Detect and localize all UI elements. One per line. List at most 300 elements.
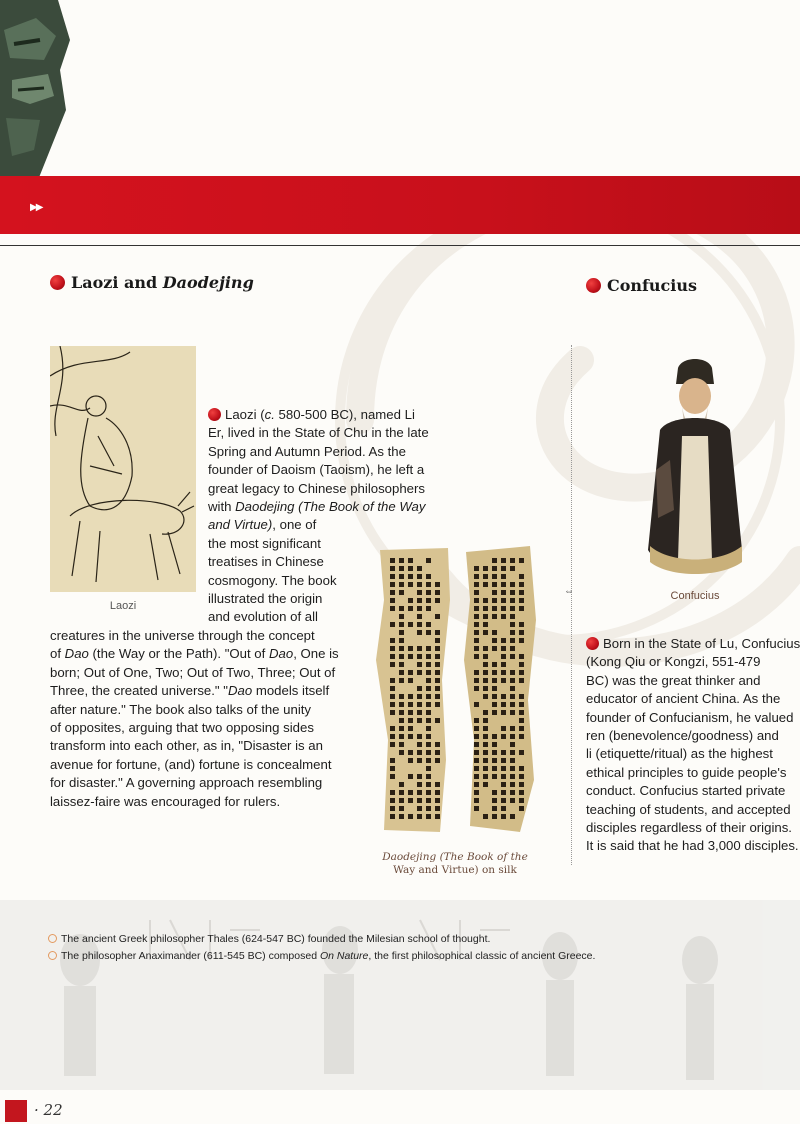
manuscript-glyph xyxy=(474,582,479,587)
double-arrow-icon: ▶▶ xyxy=(30,201,42,213)
confucius-paragraph xyxy=(586,635,800,856)
manuscript-glyph xyxy=(399,726,404,731)
manuscript-glyph xyxy=(501,710,506,715)
manuscript-glyph xyxy=(501,702,506,707)
manuscript-glyph xyxy=(426,782,431,787)
manuscript-glyph xyxy=(483,774,488,779)
manuscript-glyph xyxy=(492,630,497,635)
manuscript-glyph xyxy=(510,646,515,651)
red-bullet-icon xyxy=(586,278,601,293)
manuscript-glyph xyxy=(501,590,506,595)
manuscript-glyph xyxy=(408,670,413,675)
manuscript-glyph xyxy=(519,662,524,667)
manuscript-glyph xyxy=(426,630,431,635)
manuscript-glyph xyxy=(399,710,404,715)
manuscript-glyph xyxy=(474,622,479,627)
daodejing-manuscript-image xyxy=(370,540,540,840)
manuscript-glyph xyxy=(399,670,404,675)
manuscript-glyph xyxy=(492,574,497,579)
manuscript-glyph xyxy=(483,646,488,651)
manuscript-glyph xyxy=(426,670,431,675)
manuscript-glyph xyxy=(417,774,422,779)
manuscript-glyph xyxy=(417,814,422,819)
manuscript-glyph xyxy=(435,614,440,619)
para-line: founder of Daoism (Taoism), he left a xyxy=(208,462,425,478)
manuscript-glyph xyxy=(510,774,515,779)
manuscript-glyph xyxy=(426,806,431,811)
manuscript-glyph xyxy=(417,790,422,795)
para-line: Spring and Autumn Period. As the xyxy=(208,443,406,459)
manuscript-glyph xyxy=(426,734,431,739)
confucius-illustration xyxy=(630,350,760,580)
manuscript-glyph xyxy=(492,766,497,771)
para-line: treatises in Chinese xyxy=(208,554,324,570)
manuscript-glyph xyxy=(390,654,395,659)
para-line: creatures in the universe through the concept xyxy=(50,628,315,643)
manuscript-glyph xyxy=(474,566,479,571)
divider-ornament-icon: ⇔ xyxy=(564,586,574,597)
manuscript-glyph xyxy=(501,694,506,699)
manuscript-glyph xyxy=(474,654,479,659)
para-line: Er, lived in the State of Chu in the late xyxy=(208,425,429,441)
manuscript-glyph xyxy=(390,582,395,587)
manuscript-glyph xyxy=(399,734,404,739)
manuscript-glyph xyxy=(501,598,506,603)
caption-line: Daodejing (The Book of the xyxy=(382,851,528,863)
manuscript-glyph xyxy=(426,750,431,755)
manuscript-glyph xyxy=(426,590,431,595)
manuscript-glyph xyxy=(474,718,479,723)
manuscript-glyph xyxy=(510,566,515,571)
manuscript-glyph xyxy=(483,670,488,675)
manuscript-glyph xyxy=(417,622,422,627)
manuscript-glyph xyxy=(474,646,479,651)
manuscript-glyph xyxy=(483,662,488,667)
manuscript-glyph xyxy=(408,718,413,723)
para-line: with Daodejing (The Book of the Way xyxy=(208,499,426,515)
manuscript-glyph xyxy=(408,798,413,803)
manuscript-glyph xyxy=(408,654,413,659)
manuscript-glyph xyxy=(390,622,395,627)
manuscript-glyph xyxy=(483,606,488,611)
manuscript-glyph xyxy=(435,814,440,819)
manuscript-glyph xyxy=(408,814,413,819)
manuscript-glyph xyxy=(399,622,404,627)
manuscript-glyph xyxy=(483,654,488,659)
para-line: BC) was the great thinker and xyxy=(586,672,761,688)
manuscript-glyph xyxy=(519,782,524,787)
manuscript-glyph xyxy=(501,582,506,587)
manuscript-glyph xyxy=(474,598,479,603)
fact-item: The ancient Greek philosopher Thales (624-547 BC) founded the Milesian school of thought. xyxy=(48,931,798,948)
para-line: ethical principles to guide people's xyxy=(586,764,787,780)
para-line: Three, the created universe." "Dao models itself xyxy=(50,683,330,699)
manuscript-glyph xyxy=(399,558,404,563)
manuscript-glyph xyxy=(474,686,479,691)
manuscript-glyph xyxy=(510,686,515,691)
manuscript-glyph xyxy=(426,814,431,819)
manuscript-glyph xyxy=(483,614,488,619)
manuscript-glyph xyxy=(501,678,506,683)
para-line: disciples regardless of their origins. xyxy=(586,820,792,836)
manuscript-glyph xyxy=(501,638,506,643)
manuscript-glyph xyxy=(399,718,404,723)
manuscript-glyph xyxy=(474,758,479,763)
manuscript-glyph xyxy=(501,758,506,763)
manuscript-glyph xyxy=(390,678,395,683)
manuscript-glyph xyxy=(399,782,404,787)
manuscript-glyph xyxy=(390,638,395,643)
manuscript-glyph xyxy=(426,726,431,731)
manuscript-glyph xyxy=(435,590,440,595)
manuscript-glyph xyxy=(483,742,488,747)
manuscript-glyph xyxy=(390,686,395,691)
manuscript-glyph xyxy=(426,774,431,779)
manuscript-glyph xyxy=(474,614,479,619)
red-bullet-icon xyxy=(586,637,599,650)
manuscript-glyph xyxy=(408,622,413,627)
manuscript-glyph xyxy=(519,710,524,715)
manuscript-glyph xyxy=(390,806,395,811)
manuscript-glyph xyxy=(390,734,395,739)
manuscript-glyph xyxy=(501,766,506,771)
page-number: · 22 xyxy=(34,1101,63,1119)
manuscript-glyph xyxy=(519,726,524,731)
manuscript-glyph xyxy=(510,726,515,731)
manuscript-glyph xyxy=(426,758,431,763)
manuscript-glyph xyxy=(510,670,515,675)
manuscript-glyph xyxy=(435,582,440,587)
manuscript-glyph xyxy=(501,646,506,651)
manuscript-glyph xyxy=(399,702,404,707)
manuscript-glyph xyxy=(435,678,440,683)
manuscript-glyph xyxy=(501,814,506,819)
manuscript-glyph xyxy=(408,606,413,611)
red-bullet-icon xyxy=(50,275,65,290)
manuscript-glyph xyxy=(483,814,488,819)
confucius-section-heading: Confucius xyxy=(586,276,697,295)
manuscript-glyph xyxy=(501,566,506,571)
para-line: after nature." The book also talks of the unity xyxy=(50,701,312,717)
manuscript-glyph xyxy=(501,614,506,619)
manuscript-glyph xyxy=(417,566,422,571)
manuscript-glyph xyxy=(519,702,524,707)
manuscript-glyph xyxy=(492,814,497,819)
manuscript-glyph xyxy=(417,646,422,651)
manuscript-glyph xyxy=(399,574,404,579)
manuscript-glyph xyxy=(501,806,506,811)
manuscript-glyph xyxy=(501,726,506,731)
manuscript-glyph xyxy=(408,790,413,795)
manuscript-glyph xyxy=(408,702,413,707)
manuscript-glyph xyxy=(435,782,440,787)
manuscript-glyph xyxy=(474,742,479,747)
manuscript-glyph xyxy=(435,758,440,763)
manuscript-glyph xyxy=(435,702,440,707)
manuscript-glyph xyxy=(474,630,479,635)
manuscript-glyph xyxy=(519,766,524,771)
manuscript-glyph xyxy=(417,670,422,675)
manuscript-glyph xyxy=(390,566,395,571)
manuscript-glyph xyxy=(399,806,404,811)
manuscript-glyph xyxy=(519,622,524,627)
red-bullet-icon xyxy=(208,408,221,421)
manuscript-glyph xyxy=(474,670,479,675)
manuscript-glyph xyxy=(510,798,515,803)
manuscript-glyph xyxy=(519,558,524,563)
manuscript-glyph xyxy=(492,750,497,755)
manuscript-glyph xyxy=(417,798,422,803)
manuscript-glyph xyxy=(519,590,524,595)
manuscript-glyph xyxy=(510,742,515,747)
manuscript-glyph xyxy=(519,574,524,579)
para-line: conduct. Confucius started private xyxy=(586,783,786,799)
manuscript-glyph xyxy=(408,678,413,683)
para-line: the most significant xyxy=(208,535,321,551)
manuscript-glyph xyxy=(492,790,497,795)
manuscript-glyph xyxy=(435,806,440,811)
manuscript-glyph xyxy=(474,774,479,779)
manuscript-glyph xyxy=(399,750,404,755)
manuscript-glyph xyxy=(510,702,515,707)
para-line: ren (benevolence/goodness) and xyxy=(586,728,779,744)
manuscript-glyph xyxy=(399,742,404,747)
manuscript-glyph xyxy=(483,582,488,587)
manuscript-glyph xyxy=(399,654,404,659)
manuscript-glyph xyxy=(426,678,431,683)
manuscript-glyph xyxy=(390,710,395,715)
manuscript-glyph xyxy=(390,606,395,611)
manuscript-glyph xyxy=(492,798,497,803)
manuscript-glyph xyxy=(492,582,497,587)
manuscript-glyph xyxy=(399,630,404,635)
manuscript-glyph xyxy=(417,782,422,787)
manuscript-glyph xyxy=(399,798,404,803)
manuscript-glyph xyxy=(408,758,413,763)
manuscript-glyph xyxy=(390,574,395,579)
manuscript-glyph xyxy=(390,598,395,603)
manuscript-glyph xyxy=(474,798,479,803)
para-line: and evolution of all xyxy=(208,609,318,625)
manuscript-glyph xyxy=(390,790,395,795)
manuscript-glyph xyxy=(510,758,515,763)
para-line: of Dao (the Way or the Path). "Out of Dao, One is xyxy=(50,646,339,662)
manuscript-glyph xyxy=(426,710,431,715)
manuscript-glyph xyxy=(426,702,431,707)
manuscript-glyph xyxy=(408,574,413,579)
fact-item: The philosopher Anaximander (611-545 BC) composed On Nature, the first philosophical classic of ancient Greece. xyxy=(48,948,798,965)
manuscript-caption xyxy=(370,851,540,877)
manuscript-glyph xyxy=(399,606,404,611)
manuscript-glyph xyxy=(474,790,479,795)
confucius-caption: Confucius xyxy=(670,590,720,602)
manuscript-glyph xyxy=(519,774,524,779)
manuscript-glyph xyxy=(510,678,515,683)
manuscript-glyph xyxy=(426,646,431,651)
para-line: of opposites, arguing that two opposing sides xyxy=(50,720,314,736)
manuscript-glyph xyxy=(435,742,440,747)
manuscript-glyph xyxy=(483,678,488,683)
manuscript-glyph xyxy=(399,638,404,643)
manuscript-glyph xyxy=(426,798,431,803)
manuscript-glyph xyxy=(474,734,479,739)
manuscript-glyph xyxy=(519,630,524,635)
para-line: Born in the State of Lu, Confucius xyxy=(586,635,800,653)
manuscript-glyph xyxy=(435,718,440,723)
manuscript-glyph xyxy=(501,798,506,803)
manuscript-glyph xyxy=(492,686,497,691)
circle-bullet-icon xyxy=(48,951,57,960)
manuscript-glyph xyxy=(474,606,479,611)
para-line: li (etiquette/ritual) as the highest xyxy=(586,746,773,762)
manuscript-glyph xyxy=(492,598,497,603)
manuscript-glyph xyxy=(501,790,506,795)
manuscript-glyph xyxy=(483,622,488,627)
column-divider xyxy=(571,345,572,865)
manuscript-glyph xyxy=(399,694,404,699)
manuscript-glyph xyxy=(435,686,440,691)
manuscript-glyph xyxy=(519,718,524,723)
laozi-paragraph-body xyxy=(50,627,360,811)
manuscript-glyph xyxy=(417,758,422,763)
para-line: educator of ancient China. As the xyxy=(586,691,781,707)
manuscript-glyph xyxy=(492,758,497,763)
manuscript-glyph xyxy=(417,686,422,691)
manuscript-glyph xyxy=(492,806,497,811)
manuscript-glyph xyxy=(519,734,524,739)
manuscript-glyph xyxy=(417,598,422,603)
para-line: born; Out of One, Two; Out of Two, Three; Out of xyxy=(50,664,336,680)
manuscript-glyph xyxy=(492,670,497,675)
manuscript-glyph xyxy=(519,806,524,811)
manuscript-glyph xyxy=(483,758,488,763)
manuscript-glyph xyxy=(390,702,395,707)
manuscript-glyph xyxy=(483,686,488,691)
manuscript-glyph xyxy=(390,558,395,563)
manuscript-glyph xyxy=(492,710,497,715)
manuscript-glyph xyxy=(483,750,488,755)
manuscript-glyph xyxy=(426,790,431,795)
manuscript-glyph xyxy=(417,590,422,595)
manuscript-glyph xyxy=(417,742,422,747)
manuscript-glyph xyxy=(399,790,404,795)
manuscript-glyph xyxy=(492,614,497,619)
manuscript-glyph xyxy=(519,654,524,659)
manuscript-glyph xyxy=(417,750,422,755)
manuscript-glyph xyxy=(435,670,440,675)
manuscript-glyph xyxy=(492,606,497,611)
para-line: great legacy to Chinese philosophers xyxy=(208,480,425,496)
manuscript-glyph xyxy=(492,742,497,747)
circle-bullet-icon xyxy=(48,934,57,943)
manuscript-glyph xyxy=(492,694,497,699)
manuscript-glyph xyxy=(408,598,413,603)
manuscript-glyph xyxy=(474,678,479,683)
para-line: teaching of students, and accepted xyxy=(586,801,791,817)
manuscript-glyph xyxy=(426,622,431,627)
manuscript-glyph xyxy=(510,694,515,699)
manuscript-glyph xyxy=(510,814,515,819)
manuscript-glyph xyxy=(510,582,515,587)
laozi-section-heading: Laozi and Daodejing xyxy=(50,273,254,292)
manuscript-glyph xyxy=(492,590,497,595)
manuscript-glyph xyxy=(426,558,431,563)
manuscript-glyph xyxy=(501,774,506,779)
manuscript-glyph xyxy=(519,750,524,755)
manuscript-glyph xyxy=(483,710,488,715)
manuscript-glyph xyxy=(390,646,395,651)
manuscript-glyph xyxy=(408,774,413,779)
manuscript-glyph xyxy=(417,734,422,739)
manuscript-glyph xyxy=(501,558,506,563)
header-rule xyxy=(0,245,800,246)
manuscript-glyph xyxy=(435,694,440,699)
para-line: It is said that he had 3,000 disciples. xyxy=(586,838,799,854)
manuscript-glyph xyxy=(519,694,524,699)
manuscript-glyph xyxy=(435,630,440,635)
manuscript-glyph xyxy=(510,590,515,595)
manuscript-glyph xyxy=(474,638,479,643)
manuscript-glyph xyxy=(390,766,395,771)
manuscript-glyph xyxy=(390,774,395,779)
laozi-caption: Laozi xyxy=(109,600,137,612)
manuscript-glyph xyxy=(474,806,479,811)
manuscript-glyph xyxy=(492,566,497,571)
manuscript-glyph xyxy=(519,790,524,795)
manuscript-glyph xyxy=(483,734,488,739)
manuscript-glyph xyxy=(474,590,479,595)
manuscript-glyph xyxy=(492,678,497,683)
manuscript-glyph xyxy=(390,798,395,803)
manuscript-glyph xyxy=(492,774,497,779)
manuscript-glyph xyxy=(435,598,440,603)
facts-box xyxy=(48,931,798,965)
manuscript-glyph xyxy=(501,750,506,755)
manuscript-glyph xyxy=(519,598,524,603)
manuscript-glyph xyxy=(408,566,413,571)
manuscript-glyph xyxy=(399,582,404,587)
manuscript-glyph xyxy=(408,710,413,715)
manuscript-glyph xyxy=(510,734,515,739)
laozi-illustration xyxy=(50,346,196,592)
manuscript-glyph xyxy=(426,718,431,723)
manuscript-glyph xyxy=(435,750,440,755)
manuscript-glyph xyxy=(501,606,506,611)
manuscript-glyph xyxy=(417,702,422,707)
manuscript-glyph xyxy=(417,662,422,667)
manuscript-glyph xyxy=(390,742,395,747)
para-line: avenue for fortune, (and) fortune is concealment xyxy=(50,756,332,772)
manuscript-glyph xyxy=(390,694,395,699)
manuscript-glyph xyxy=(519,606,524,611)
manuscript-glyph xyxy=(510,622,515,627)
manuscript-glyph xyxy=(492,662,497,667)
caption-line: Way and Virtue) on silk xyxy=(393,864,517,876)
manuscript-glyph xyxy=(483,566,488,571)
manuscript-glyph xyxy=(474,782,479,787)
manuscript-glyph xyxy=(510,750,515,755)
manuscript-glyph xyxy=(501,670,506,675)
manuscript-glyph xyxy=(483,598,488,603)
manuscript-glyph xyxy=(492,558,497,563)
manuscript-glyph xyxy=(390,590,395,595)
manuscript-glyph xyxy=(435,662,440,667)
manuscript-glyph xyxy=(483,630,488,635)
manuscript-glyph xyxy=(417,614,422,619)
manuscript-glyph xyxy=(519,798,524,803)
manuscript-glyph xyxy=(417,718,422,723)
seal-icon xyxy=(5,1100,27,1122)
